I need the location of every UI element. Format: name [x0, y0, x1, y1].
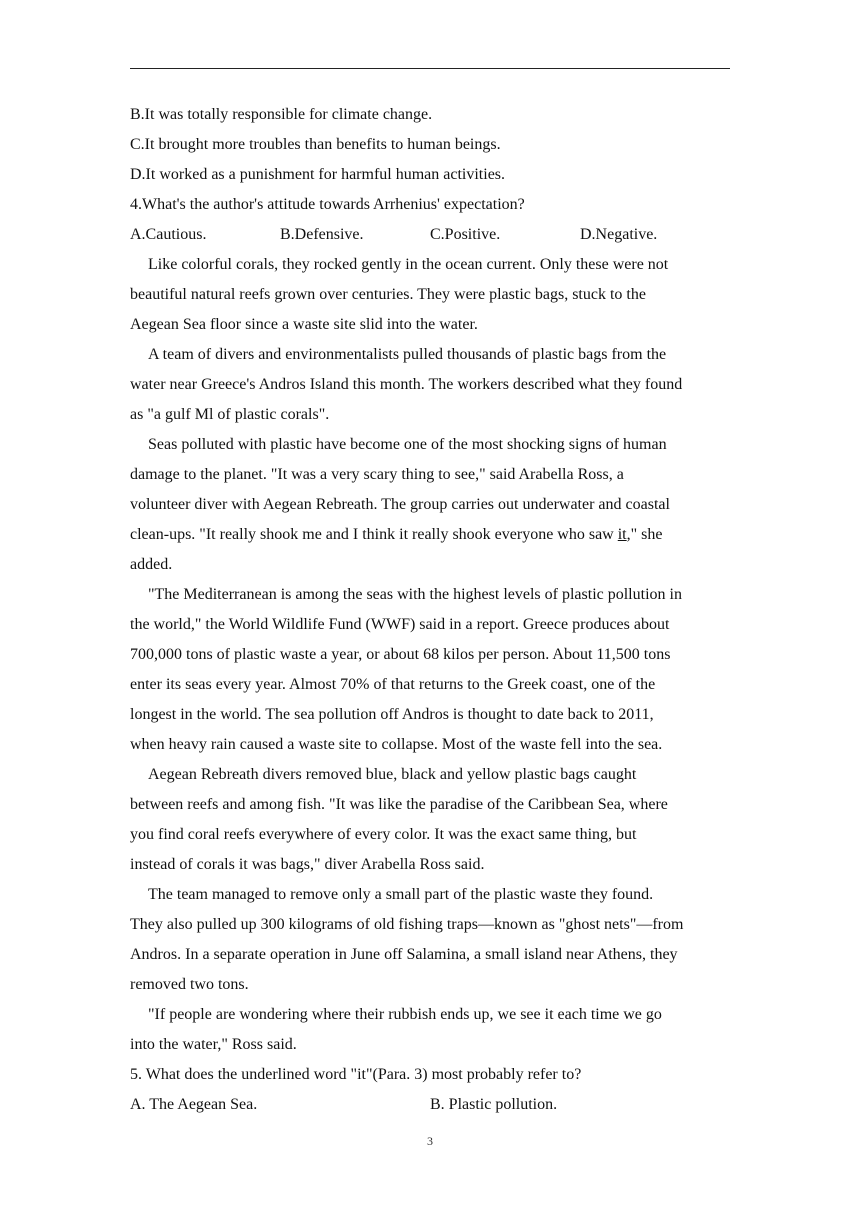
paragraph-line: the world," the World Wildlife Fund (WWF) said in a report. Greece produces about — [130, 616, 670, 633]
q4-option-a: A.Cautious. — [130, 226, 207, 243]
paragraph-line: They also pulled up 300 kilograms of old fishing traps—known as "ghost nets"—from — [130, 916, 684, 933]
q5-options — [130, 1090, 730, 1120]
paragraph-line: "If people are wondering where their rubbish ends up, we see it each time we go — [148, 1006, 662, 1023]
q4-option-d: D.Negative. — [580, 226, 658, 243]
q4-question: 4.What's the author's attitude towards Arrhenius' expectation? — [130, 196, 525, 213]
paragraph-line: Aegean Rebreath divers removed blue, black and yellow plastic bags caught — [148, 766, 637, 783]
q4-options — [130, 220, 730, 250]
passage-paragraph-3 — [130, 430, 730, 580]
paragraph-line: Like colorful corals, they rocked gently in the ocean current. Only these were not — [148, 256, 669, 273]
text-segment: clean-ups. "It really shook me and I think it really shook everyone who saw — [130, 526, 618, 543]
q5-question: 5. What does the underlined word "it"(Para. 3) most probably refer to? — [130, 1066, 582, 1083]
paragraph-line: Andros. In a separate operation in June off Salamina, a small island near Athens, they — [130, 946, 678, 963]
paragraph-line-with-underline — [130, 520, 730, 550]
q3-option-c: C.It brought more troubles than benefits to human beings. — [130, 136, 501, 153]
document-body — [130, 100, 730, 1120]
q5-option-a: A. The Aegean Sea. — [130, 1096, 258, 1113]
paragraph-line: into the water," Ross said. — [130, 1036, 297, 1053]
paragraph-line: damage to the planet. "It was a very scary thing to see," said Arabella Ross, a — [130, 466, 624, 483]
passage-paragraph-7 — [130, 1000, 730, 1060]
underlined-word-it: it — [617, 526, 627, 543]
paragraph-line: A team of divers and environmentalists pulled thousands of plastic bags from the — [148, 346, 667, 363]
text-segment: ," she — [626, 526, 663, 543]
paragraph-line: as "a gulf Ml of plastic corals". — [130, 406, 330, 423]
paragraph-line: 700,000 tons of plastic waste a year, or about 68 kilos per person. About 11,500 tons — [130, 646, 671, 663]
paragraph-line: volunteer diver with Aegean Rebreath. The group carries out underwater and coastal — [130, 496, 670, 513]
paragraph-line: water near Greece's Andros Island this month. The workers described what they found — [130, 376, 683, 393]
q3-option-d: D.It worked as a punishment for harmful human activities. — [130, 166, 506, 183]
paragraph-line: longest in the world. The sea pollution off Andros is thought to date back to 2011, — [130, 706, 654, 723]
paragraph-line: added. — [130, 556, 173, 573]
paragraph-line: when heavy rain caused a waste site to collapse. Most of the waste fell into the sea. — [130, 736, 663, 753]
paragraph-line: beautiful natural reefs grown over centuries. They were plastic bags, stuck to the — [130, 286, 646, 303]
paragraph-line: instead of corals it was bags," diver Arabella Ross said. — [130, 856, 485, 873]
header-rule — [130, 68, 730, 69]
paragraph-line: you find coral reefs everywhere of every color. It was the exact same thing, but — [130, 826, 637, 843]
q4-option-c: C.Positive. — [430, 226, 501, 243]
page-number: 3 — [427, 1134, 433, 1148]
paragraph-line: The team managed to remove only a small part of the plastic waste they found. — [148, 886, 654, 903]
passage-paragraph-4 — [130, 580, 730, 760]
q4-option-b: B.Defensive. — [280, 226, 364, 243]
paragraph-line: between reefs and among fish. "It was like the paradise of the Caribbean Sea, where — [130, 796, 668, 813]
paragraph-line: enter its seas every year. Almost 70% of that returns to the Greek coast, one of the — [130, 676, 656, 693]
passage-paragraph-6 — [130, 880, 730, 1000]
passage-paragraph-5 — [130, 760, 730, 880]
q5-option-b: B. Plastic pollution. — [430, 1096, 558, 1113]
paragraph-line: "The Mediterranean is among the seas with the highest levels of plastic pollution in — [148, 586, 682, 603]
q3-option-b: B.It was totally responsible for climate change. — [130, 106, 433, 123]
paragraph-line: Seas polluted with plastic have become one of the most shocking signs of human — [148, 436, 667, 453]
paragraph-line: Aegean Sea floor since a waste site slid into the water. — [130, 316, 478, 333]
paragraph-line: removed two tons. — [130, 976, 249, 993]
passage-paragraph-2 — [130, 340, 730, 430]
passage-paragraph-1 — [130, 250, 730, 340]
